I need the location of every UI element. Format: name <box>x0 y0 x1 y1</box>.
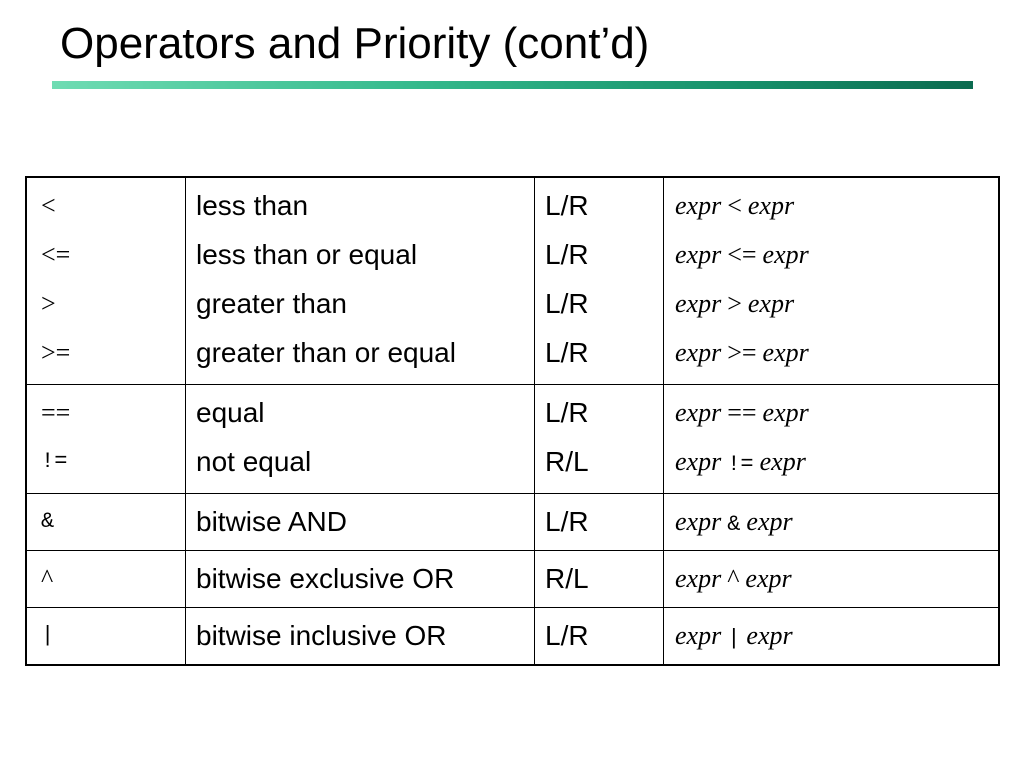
operators-table <box>25 176 1000 666</box>
example-operator: <= <box>727 240 757 269</box>
example-operator: == <box>727 398 757 427</box>
operator-description: less than or equal <box>196 239 418 270</box>
example-cell <box>664 177 1000 385</box>
example-expression <box>664 614 998 660</box>
example-left: expr <box>675 621 722 650</box>
operator-symbol: | <box>41 623 55 648</box>
example-cell <box>664 385 1000 494</box>
example-expression <box>664 440 998 489</box>
associativity: L/R <box>545 620 589 651</box>
example-expression <box>664 500 998 546</box>
operator-symbol: & <box>41 509 55 534</box>
example-operator: > <box>727 289 742 318</box>
example-left: expr <box>675 240 722 269</box>
associativity: L/R <box>545 506 589 537</box>
operator-cell <box>26 608 186 666</box>
operator-symbol: == <box>41 398 71 427</box>
table-row-bitwise-and <box>26 494 999 551</box>
example-operator: & <box>727 512 741 537</box>
example-right: expr <box>762 240 809 269</box>
table-row-equality <box>26 385 999 494</box>
title-underline <box>52 81 973 89</box>
example-left: expr <box>675 338 722 367</box>
operator-symbol: >= <box>41 338 71 367</box>
example-right: expr <box>762 398 809 427</box>
operator-description: greater than <box>196 288 347 319</box>
example-cell <box>664 551 1000 608</box>
operator-description: equal <box>196 397 265 428</box>
operator-cell <box>26 177 186 385</box>
example-left: expr <box>675 564 722 593</box>
operator-description: bitwise inclusive OR <box>196 620 447 651</box>
associativity: L/R <box>545 288 589 319</box>
associativity-cell <box>535 608 664 666</box>
associativity-cell <box>535 494 664 551</box>
example-right: expr <box>746 507 793 536</box>
description-cell <box>186 177 535 385</box>
example-left: expr <box>675 507 722 536</box>
operator-description: not equal <box>196 446 312 477</box>
associativity: R/L <box>545 446 589 477</box>
description-cell <box>186 608 535 666</box>
example-left: expr <box>675 447 722 476</box>
operator-description: less than <box>196 190 309 221</box>
example-operator: | <box>727 626 741 651</box>
example-expression <box>664 391 998 440</box>
table-row-bitwise-xor <box>26 551 999 608</box>
example-right: expr <box>747 289 795 318</box>
example-left: expr <box>675 191 722 220</box>
example-expression <box>664 233 998 282</box>
table-row-bitwise-or <box>26 608 999 666</box>
example-operator: != <box>727 452 754 477</box>
example-expression <box>664 331 998 380</box>
associativity: L/R <box>545 337 589 368</box>
description-cell <box>186 385 535 494</box>
example-right: expr <box>747 191 795 220</box>
example-right: expr <box>745 564 792 593</box>
example-left: expr <box>675 289 722 318</box>
example-expression <box>664 282 998 331</box>
associativity: L/R <box>545 239 589 270</box>
associativity-cell <box>535 551 664 608</box>
associativity-cell <box>535 385 664 494</box>
slide-title: Operators and Priority (cont’d) <box>60 19 650 68</box>
example-cell <box>664 608 1000 666</box>
operator-symbol: != <box>41 449 68 474</box>
operator-cell <box>26 494 186 551</box>
example-operator: < <box>727 191 742 220</box>
description-cell <box>186 494 535 551</box>
associativity: L/R <box>545 397 589 428</box>
operator-description: bitwise exclusive OR <box>196 563 455 594</box>
operator-description: bitwise AND <box>196 506 347 537</box>
table-row-relational <box>26 177 999 385</box>
description-cell <box>186 551 535 608</box>
example-right: expr <box>762 338 809 367</box>
operator-cell <box>26 385 186 494</box>
operator-description: greater than or equal <box>196 337 456 368</box>
example-right: expr <box>759 447 806 476</box>
operator-cell <box>26 551 186 608</box>
example-left: expr <box>675 398 722 427</box>
associativity: L/R <box>545 190 589 221</box>
example-operator: ^ <box>727 564 740 593</box>
operator-symbol: <= <box>41 240 71 269</box>
associativity-cell <box>535 177 664 385</box>
example-operator: >= <box>727 338 757 367</box>
example-expression <box>664 184 998 233</box>
example-cell <box>664 494 1000 551</box>
operator-symbol: ^ <box>41 564 54 593</box>
example-expression <box>664 557 998 603</box>
example-right: expr <box>746 621 793 650</box>
associativity: R/L <box>545 563 589 594</box>
operator-symbol: > <box>41 289 56 318</box>
operator-symbol: < <box>41 191 56 220</box>
